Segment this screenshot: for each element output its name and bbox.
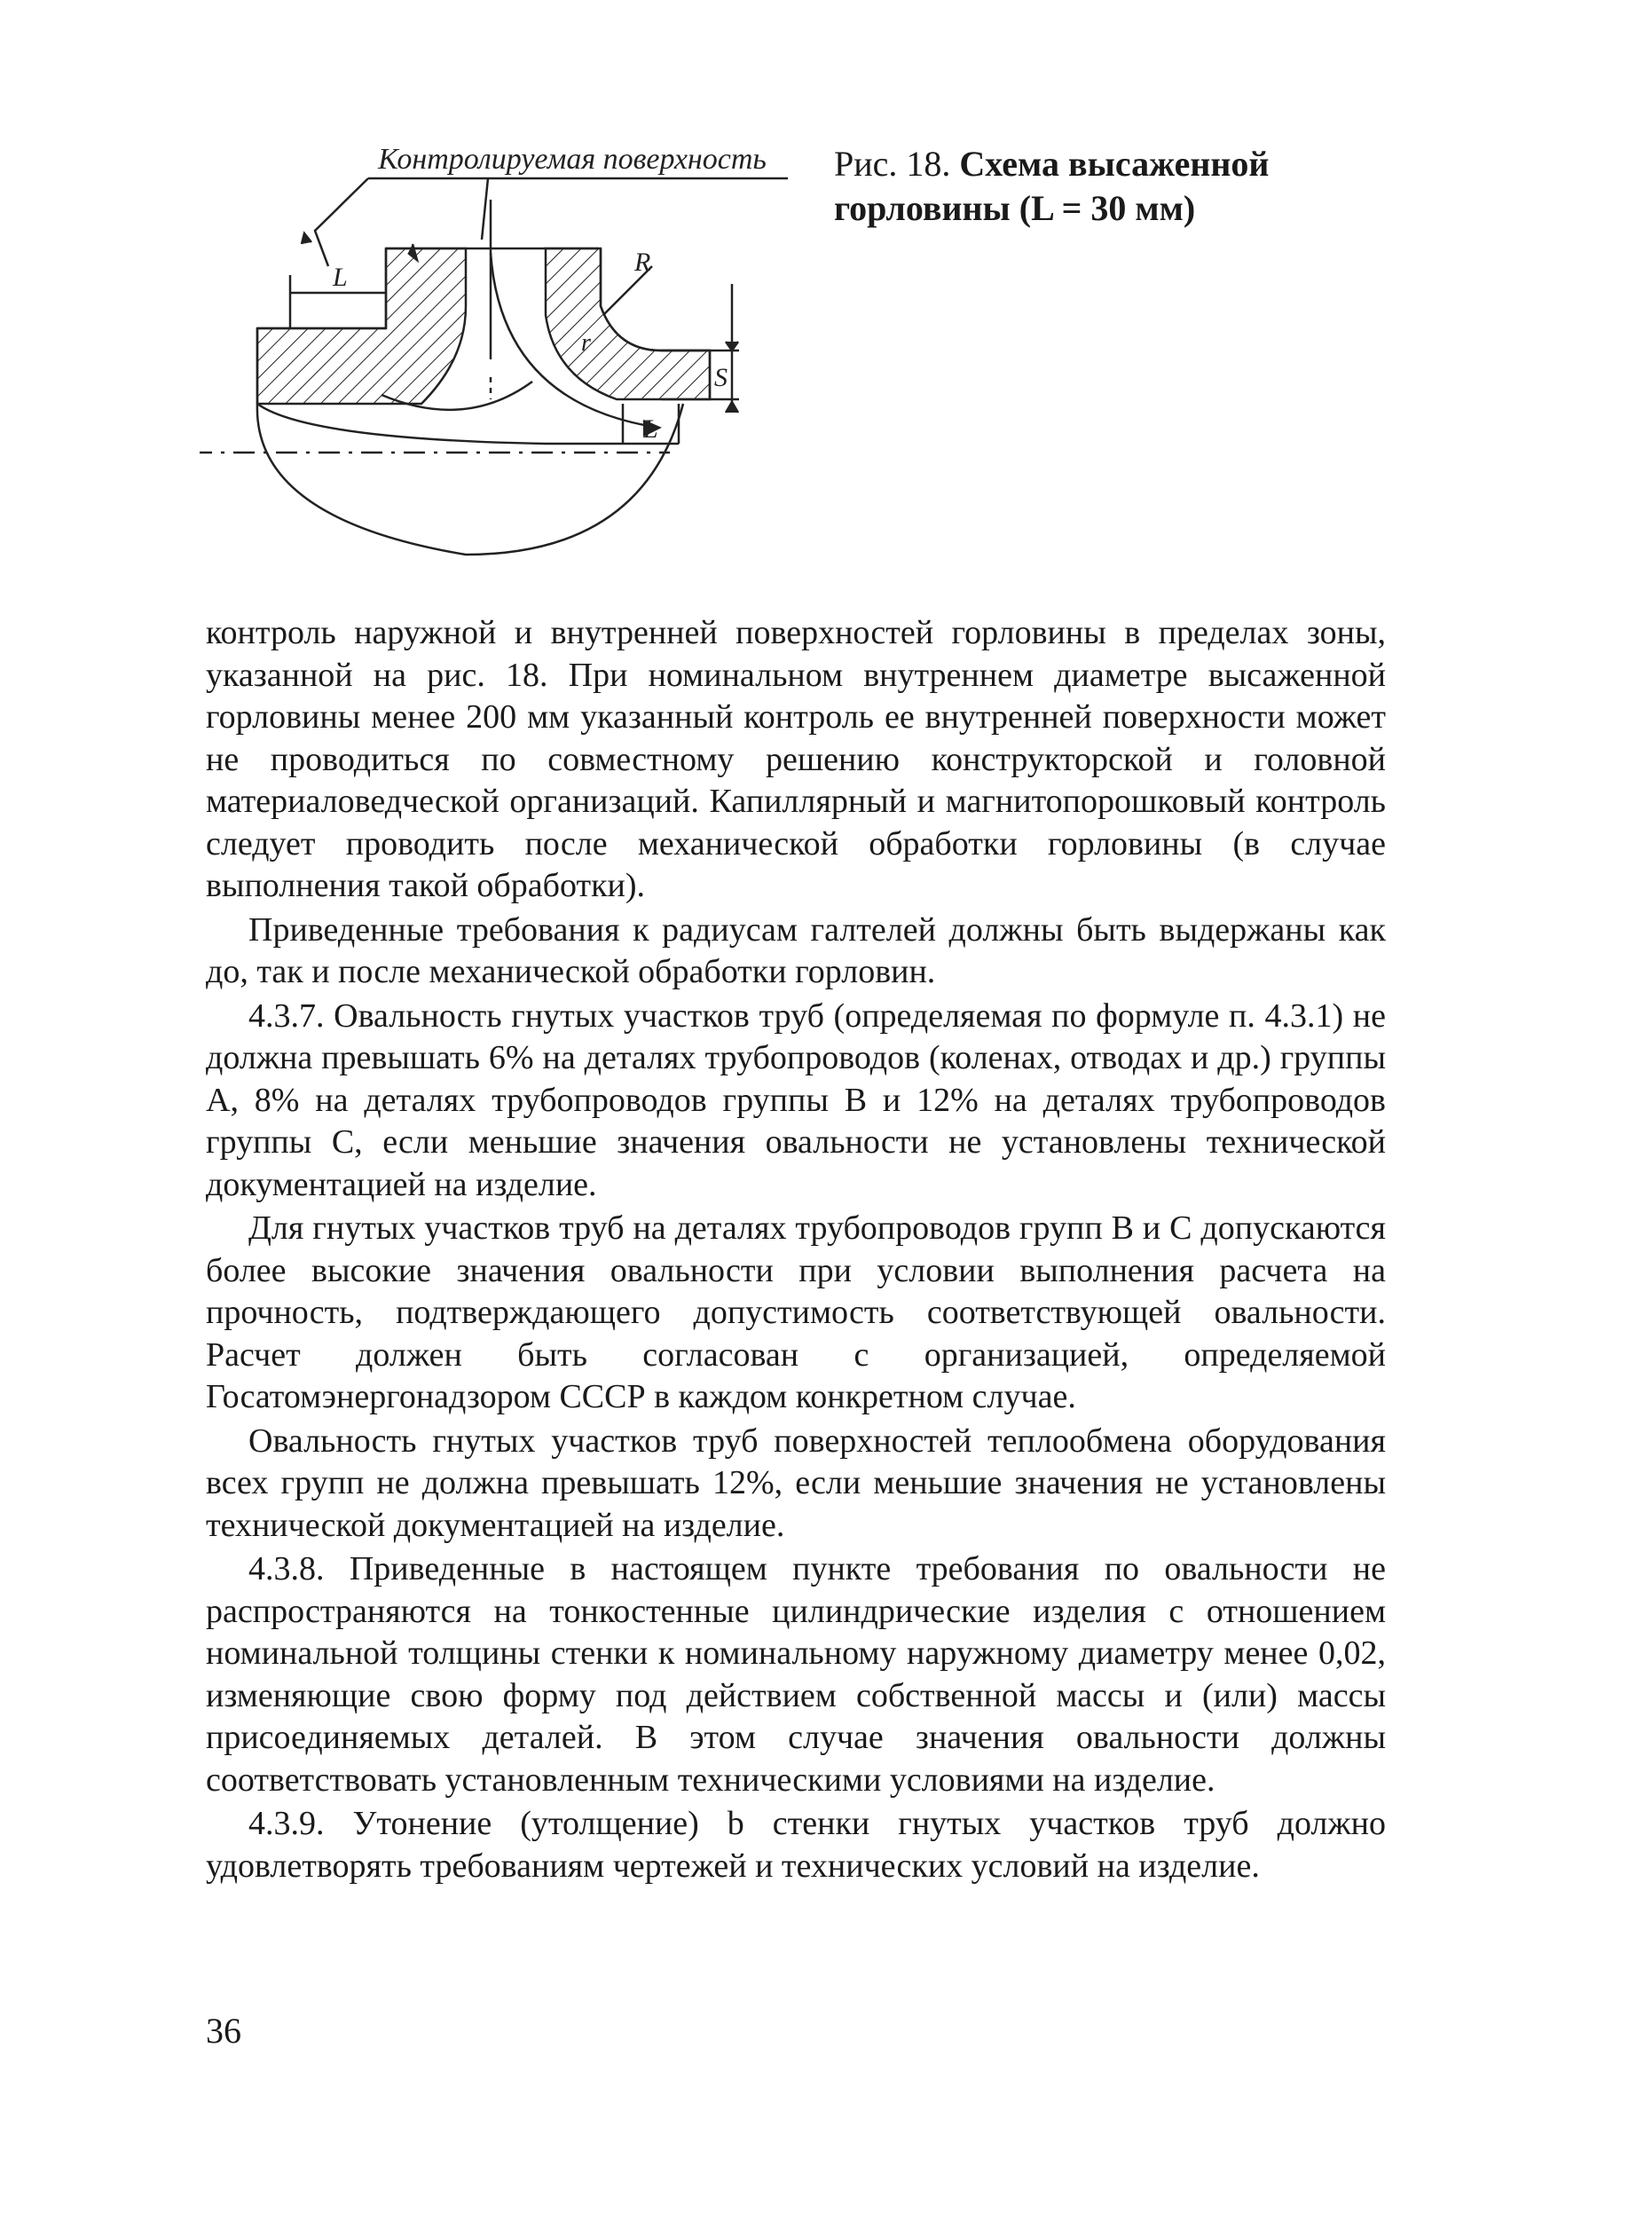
figure-dim-S-label: S bbox=[714, 363, 728, 392]
figure-dim-L-right: L bbox=[643, 414, 658, 444]
figure-18-drawing bbox=[200, 138, 838, 599]
figure-caption-number: Рис. 18. bbox=[834, 144, 951, 184]
paragraph: Для гнутых участков труб на деталях трубопроводов групп В и С допускаются более высокие значения овальности при условии выполнения расчета на прочность, подтверждающего допустимость соответствующей овальности. Расчет должен быть согласован с организацией, определяемой Госатомэнергонадзором СССР в каждом конкретном случае. bbox=[206, 1209, 1386, 1415]
body-text bbox=[206, 612, 1386, 1889]
paragraph: контроль наружной и внутренней поверхностей горловины в пределах зоны, указанной на рис. 18. При номинальном внутреннем диаметре высаженной горловины менее 200 мм указанный контроль ее внутренней поверхности может не проводиться по совместному решению конструкторской и головной материаловедческой организаций. Капиллярный и магнитопорошковый контроль следует проводить после механической обработки горловины (в случае выполнения такой обработки). bbox=[206, 614, 1386, 904]
paragraph: Приведенные требования к радиусам галтелей должны быть выдержаны как до, так и после механической обработки горловин. bbox=[206, 910, 1386, 990]
paragraph: 4.3.9. Утонение (утолщение) b стенки гнутых участков труб должно удовлетворять требованиям чертежей и технических условий на изделие. bbox=[206, 1805, 1386, 1885]
paragraph: 4.3.8. Приведенные в настоящем пункте требования по овальности не распространяются на тонкостенные цилиндрические изделия с отношением номинальной толщины стенки к номинальному наружному диаметру менее 0,02, изменяющие свою форму под действием собственной массы и (или) массы присоединяемых деталей. В этом случае значения овальности должны соответствовать установленным техническими условиями на изделие. bbox=[206, 1550, 1386, 1799]
figure-dim-L-left: L bbox=[333, 263, 348, 292]
figure-caption-text: Схема высаженной горловины (L = 30 мм) bbox=[834, 144, 1270, 228]
page-number: 36 bbox=[206, 2011, 241, 2051]
figure-caption bbox=[834, 142, 1402, 231]
paragraph: 4.3.7. Овальность гнутых участков труб (определяемая по формуле п. 4.3.1) не должна превышать 6% на деталях трубопроводов (коленах, отводах и др.) группы А, 8% на деталях трубопроводов группы В и 12% на деталях трубопроводов группы С, если меньшие значения овальности не установлены технической документацией на изделие. bbox=[206, 996, 1386, 1203]
figure-surface-label: Контролируемая поверхность bbox=[378, 143, 767, 176]
paragraph: Овальность гнутых участков труб поверхностей теплообмена оборудования всех групп не должна превышать 12%, если меньшие значения не установлены технической документацией на изделие. bbox=[206, 1422, 1386, 1544]
figure-radius-r-label: r bbox=[581, 329, 591, 357]
figure-radius-R-label: R bbox=[634, 248, 651, 277]
